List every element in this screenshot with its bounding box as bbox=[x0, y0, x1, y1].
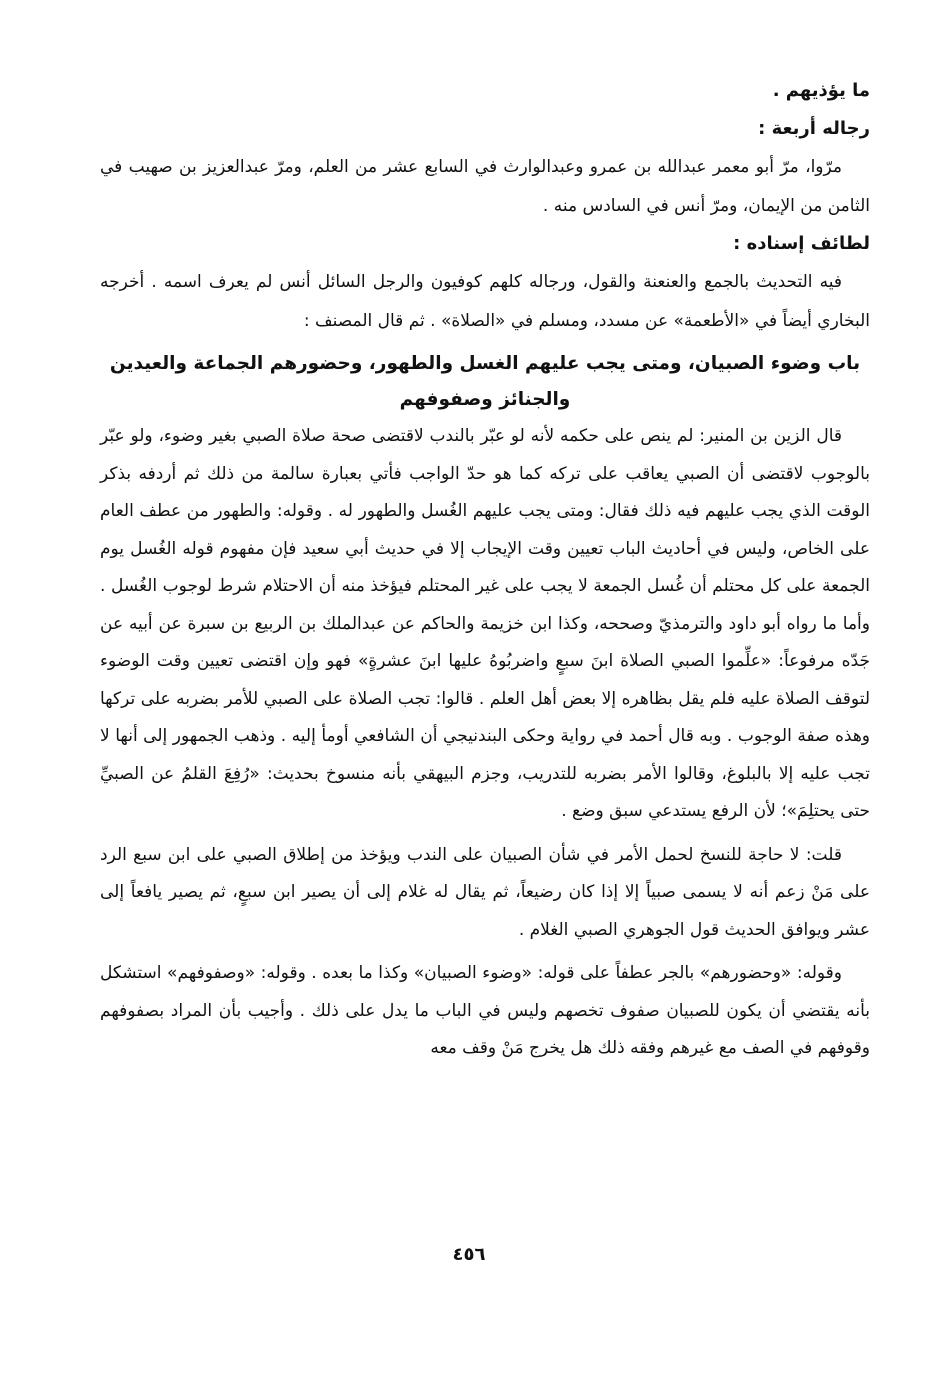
opening-line: ما يؤذيهم . bbox=[772, 80, 870, 101]
commentary-paragraph-1: قال الزين بن المنير: لم ينص على حكمه لأنه لو عبّر بالندب لاقتضى صحة صلاة الصبي بغير وضوء، ولو عبّر بالوجوب لاقتضى أن الصبي يعاقب على تركه كما هو حدّ الواجب فأتي بعبارة سالمة من ذلك ثم أردفه بذكر الوقت الذي يجب عليهم فيه ذلك فقال: ومتى يجب عليهم الغُسل والطهور له . وقوله: والطهور من عطف العام على الخاص، وليس في أحاديث الباب تعيين وقت الإيجاب إلا في حديث أبي سعيد فإن مفهوم قوله الغُسل يوم الجمعة على كل محتلم أن غُسل الجمعة لا يجب على غير المحتلم فيؤخذ منه أن الاحتلام شرط لوجوب الغُسل . وأما ما رواه أبو داود والترمذيّ وصححه، وكذا ابن خزيمة والحاكم عن عبدالملك بن الربيع بن سبرة عن أبيه عن جَدّه مرفوعاً: «علِّموا الصبي الصلاة ابنَ سبعٍ واضربُوهُ عليها ابنَ عشرةٍ» فهو وإن اقتضى تعيين وقت الوضوء لتوقف الصلاة عليه فلم يقل بظاهره إلا بعض أهل العلم . قالوا: تجب الصلاة على الصبي للأمر بضربه على تركها وهذه صفة الوجوب . وبه قال أحمد في رواية وحكى البندنيجي أن الشافعي أومأ إليه . وذهب الجمهور إلى أنها لا تجب عليه إلا بالبلوغ، وقالوا الأمر بضربه للتدريب، وجزم البيهقي بأنه منسوخ بحديث: «رُفِعَ القلمُ عن الصبيِّ حتى يحتلِمَ»؛ لأن الرفع يستدعي سبق وضع . bbox=[100, 426, 870, 821]
chain-heading: لطائف إسناده : bbox=[733, 233, 870, 254]
page-number: ٤٥٦ bbox=[452, 1244, 486, 1265]
page-content bbox=[100, 72, 870, 1068]
narrators-heading: رجاله أربعة : bbox=[758, 118, 870, 139]
narrators-paragraph: مرّوا، مرّ أبو معمر عبدالله بن عمرو وعبدالوارث في السابع عشر من العلم، ومرّ عبدالعزيز بن صهيب في الثامن من الإيمان، ومرّ أنس في السادس منه . bbox=[100, 157, 870, 216]
chapter-title: باب وضوء الصبيان، ومتى يجب عليهم الغسل والطهور، وحضورهم الجماعة والعيدين والجنائز وصفوفهم bbox=[109, 353, 861, 410]
commentary-paragraph-3: وقوله: «وحضورهم» بالجر عطفاً على قوله: «وضوء الصبيان» وكذا ما بعده . وقوله: «وصفوفهم» استشكل بأنه يقتضي أن يكون للصبيان صفوف تخصهم وليس في الباب ما يدل على ذلك . وأجيب بأن المراد بصفوفهم وقوفهم في الصف مع غيرهم وفقه ذلك هل يخرج مَنْ وقف معه bbox=[100, 963, 870, 1058]
chain-paragraph: فيه التحديث بالجمع والعنعنة والقول، ورجاله كلهم كوفيون والرجل السائل أنس لم يعرف اسمه . أخرجه البخاري أيضاً في «الأطعمة» عن مسدد، ومسلم في «الصلاة» . ثم قال المصنف : bbox=[100, 272, 870, 331]
commentary-paragraph-2: قلت: لا حاجة للنسخ لحمل الأمر في شأن الصبيان على الندب ويؤخذ من إطلاق الصبي على ابن سبع الرد على مَنْ زعم أنه لا يسمى صبياً إلا إذا كان رضيعاً، ثم يقال له غلام إلى أن يصير ابن سبعٍ، ثم يصير يافعاً إلى عشر ويوافق الحديث قول الجوهري الصبي الغلام . bbox=[100, 844, 870, 940]
